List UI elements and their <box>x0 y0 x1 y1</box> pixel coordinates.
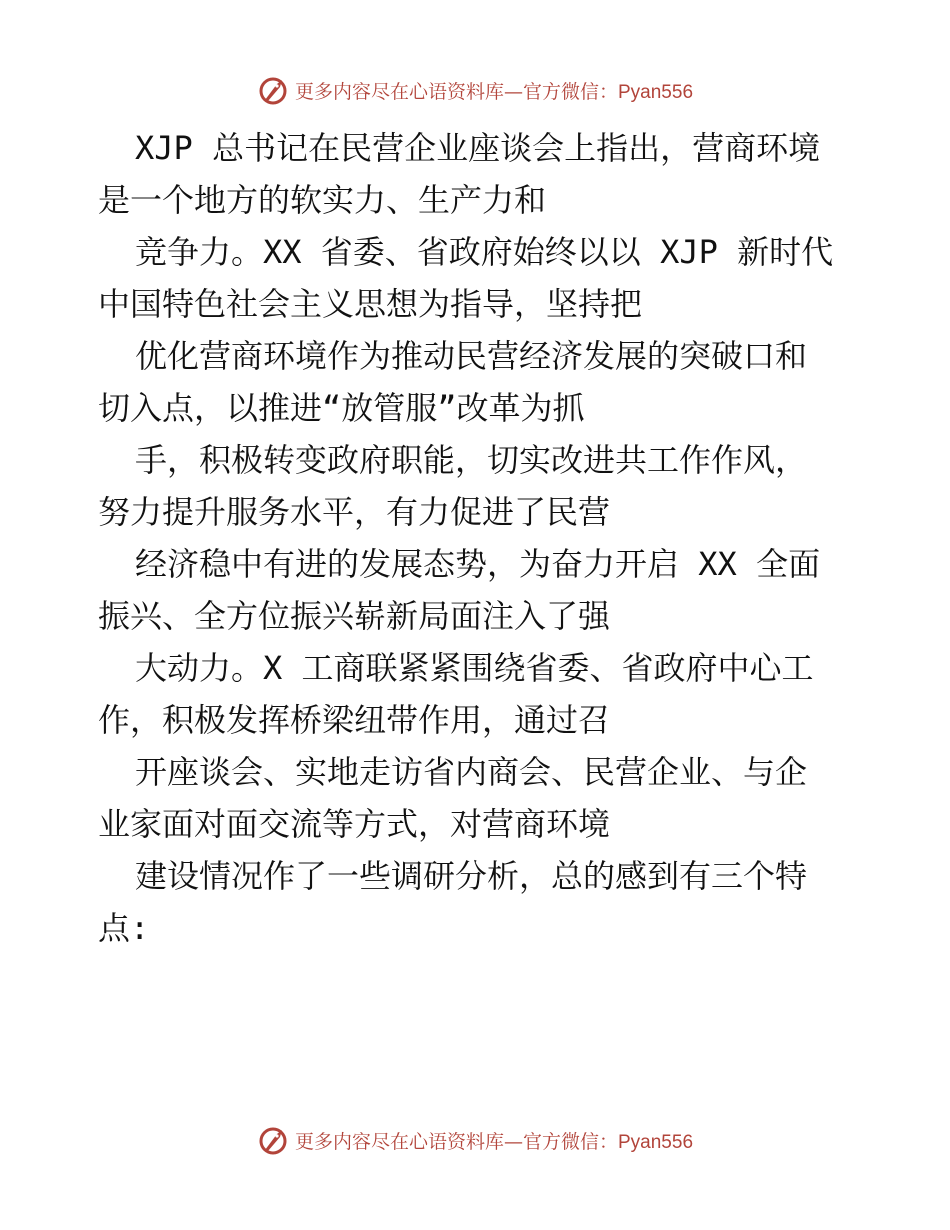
body-line: 大动力。X 工商联紧紧围绕省委、省政府中心工 <box>135 649 814 687</box>
body-line: 振兴、全方位振兴崭新局面注入了强 <box>98 597 611 635</box>
body-line: XJP 总书记在民营企业座谈会上指出，营商环境 <box>135 129 821 167</box>
footer-banner-text: 更多内容尽在心语资料库—官方微信：Pyan556 <box>294 1130 694 1153</box>
pen-nib-logo-icon <box>257 1124 289 1156</box>
body-line: 竞争力。XX 省委、省政府始终以以 XJP 新时代 <box>135 233 834 271</box>
footer-watermark-banner <box>0 1120 950 1160</box>
body-line: 优化营商环境作为推动民营经济发展的突破口和 <box>135 337 808 375</box>
pen-nib-logo-icon <box>257 74 289 106</box>
body-line: 业家面对面交流等方式，对营商环境 <box>98 805 611 843</box>
body-paragraph <box>98 122 858 954</box>
header-banner-text: 更多内容尽在心语资料库—官方微信：Pyan556 <box>294 80 694 103</box>
header-wechat-id: Pyan556 <box>618 81 694 103</box>
body-line: 建设情况作了一些调研分析，总的感到有三个特 <box>135 857 808 895</box>
body-line: 作，积极发挥桥梁纽带作用，通过召 <box>98 701 611 739</box>
header-watermark-banner <box>0 70 950 110</box>
body-line: 努力提升服务水平，有力促进了民营 <box>98 493 611 531</box>
body-line: 点: <box>98 909 150 947</box>
body-line: 中国特色社会主义思想为指导，坚持把 <box>98 285 643 323</box>
body-line: 是一个地方的软实力、生产力和 <box>98 181 547 219</box>
footer-wechat-id: Pyan556 <box>618 1131 694 1153</box>
body-line: 开座谈会、实地走访省内商会、民营企业、与企 <box>135 753 808 791</box>
body-line: 切入点，以推进“放管服”改革为抓 <box>98 389 585 427</box>
body-line: 手，积极转变政府职能，切实改进共工作作风， <box>135 441 808 479</box>
body-line: 经济稳中有进的发展态势，为奋力开启 XX 全面 <box>135 545 821 583</box>
